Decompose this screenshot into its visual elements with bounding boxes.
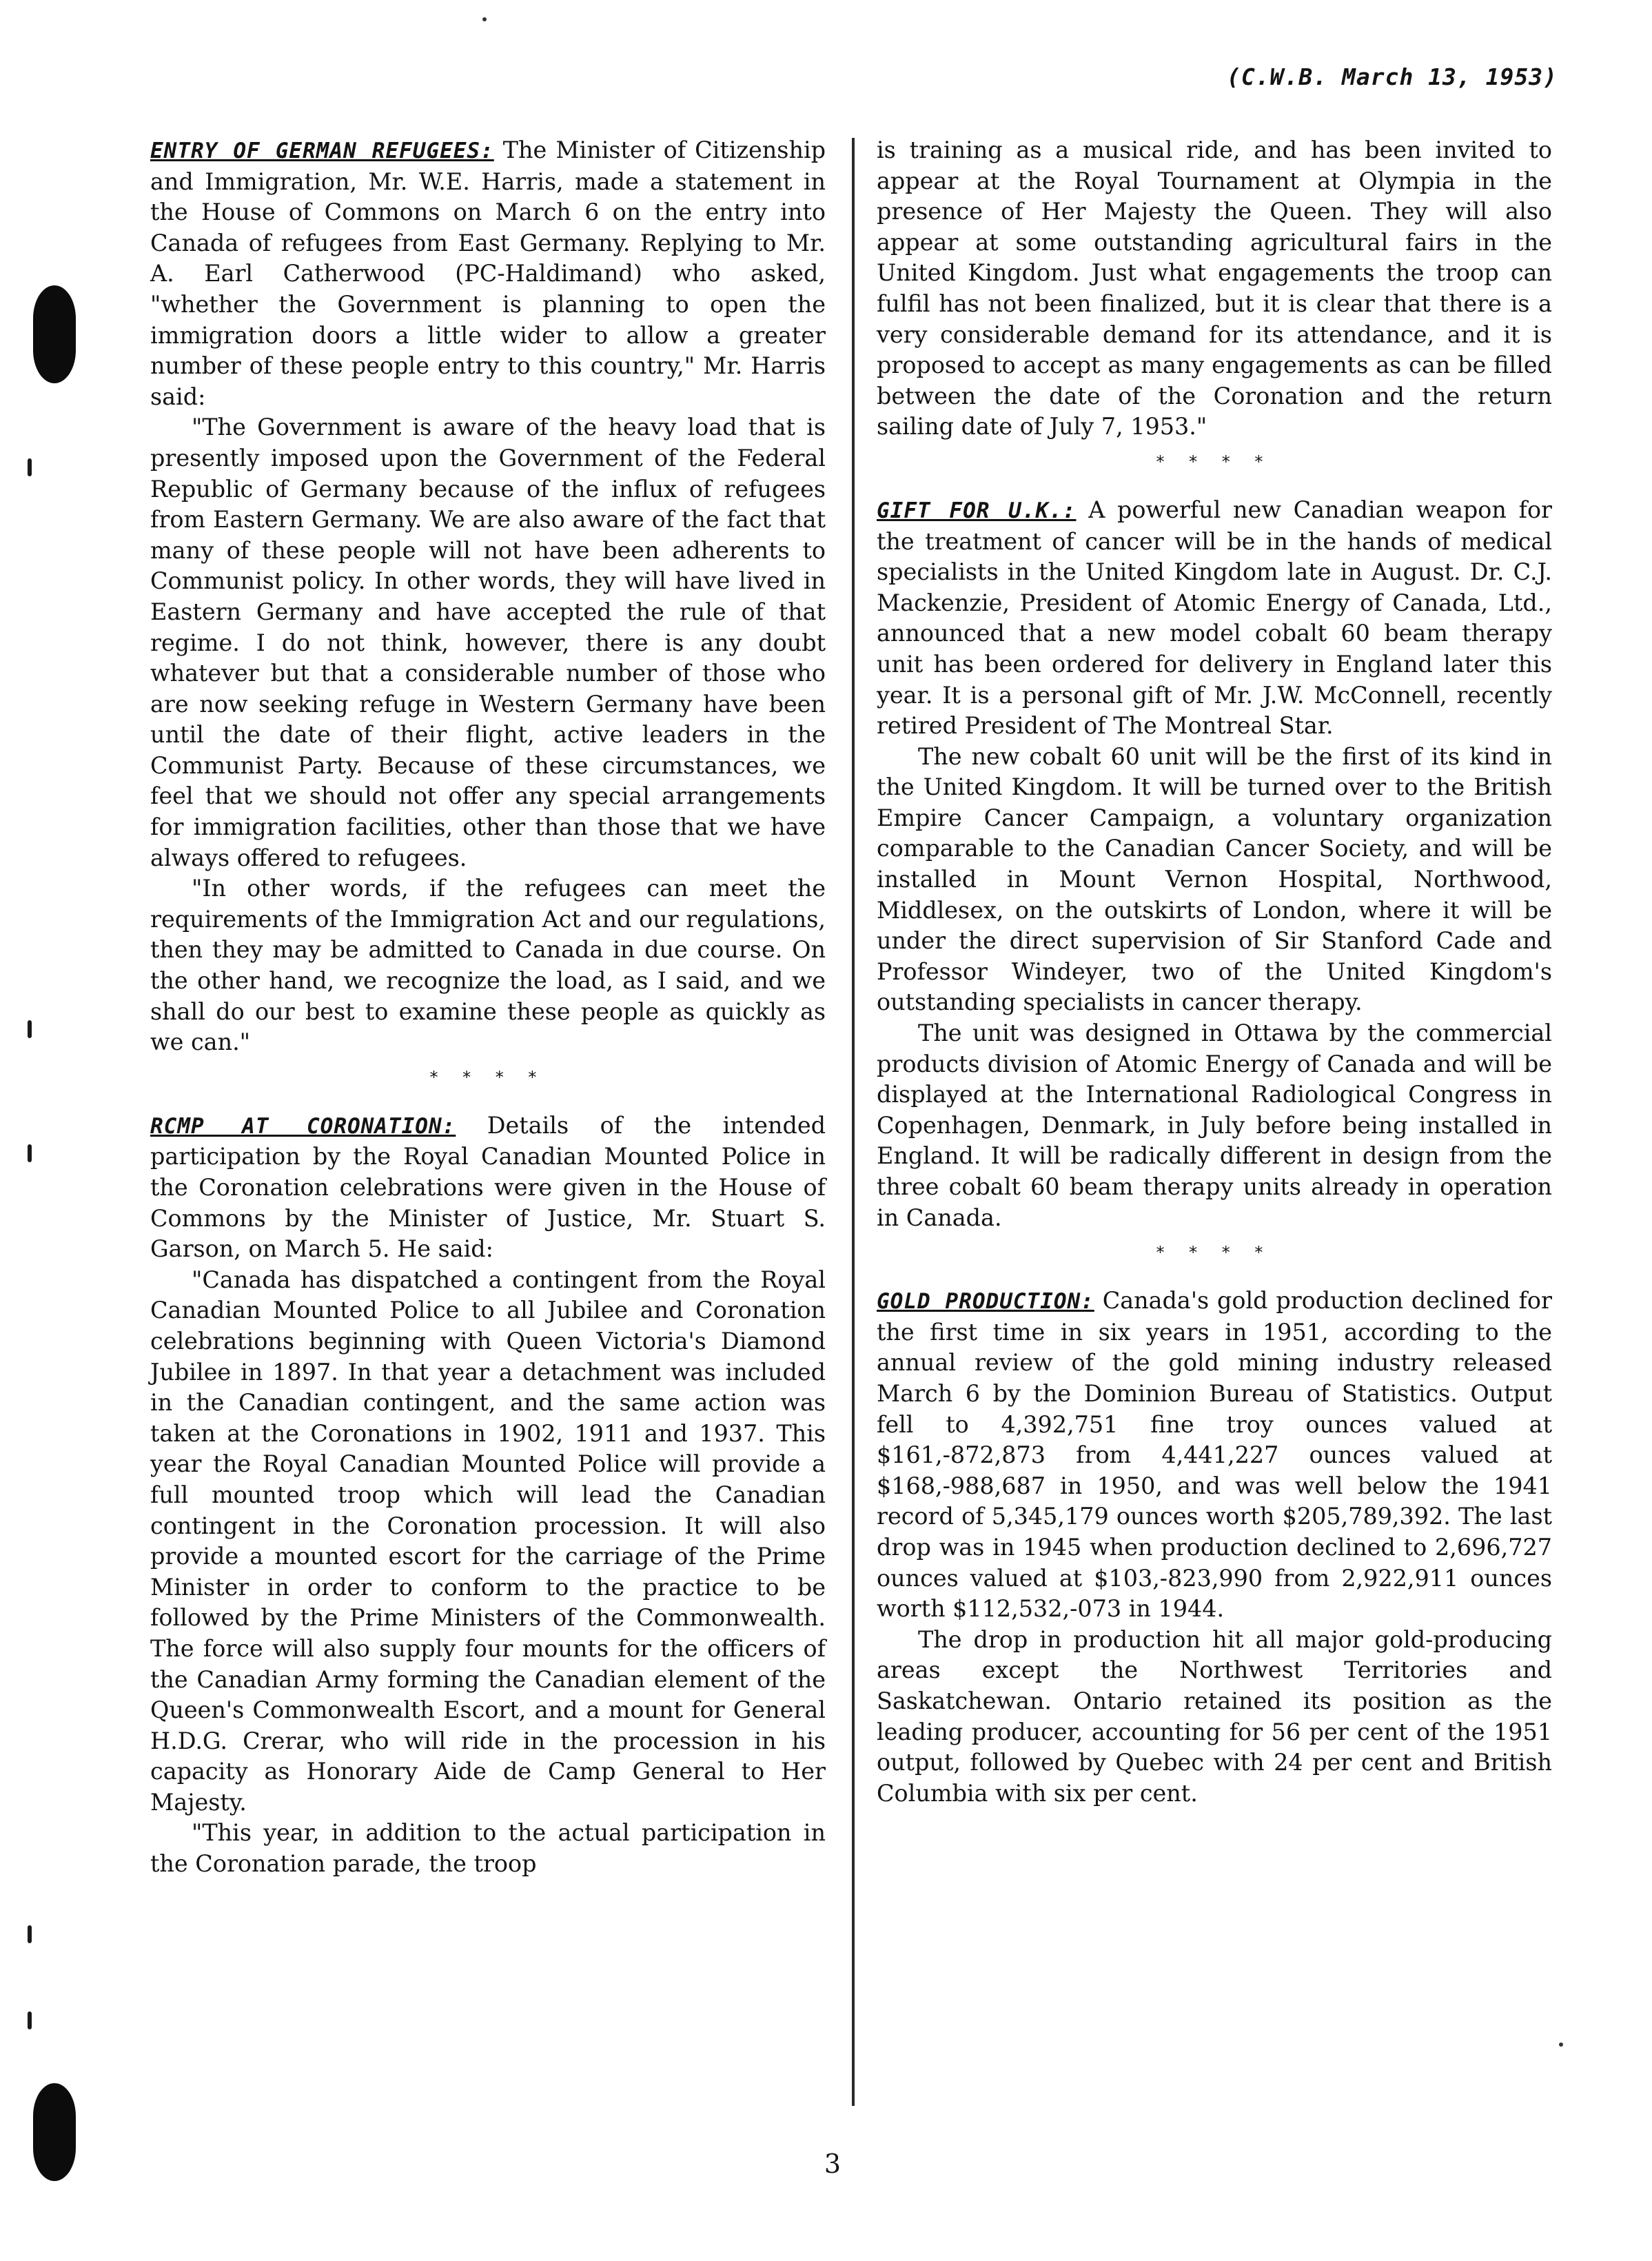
- section-separator: * * * *: [1156, 452, 1273, 472]
- paragraph-text: "This year, in addition to the actual participation in the Coronation parade, the troop: [150, 1819, 826, 1878]
- paragraph-text: is training as a musical ride, and has been invited to appear at the Royal Tournament at Olympia in the presence of Her Majesty the Queen. They will also appear at some outstanding agricultural fairs in the United Kingdom. Just what engagements the troop can fulfil has not been finalized, but it is clear that there is a very considerable demand for its attendance, and it is proposed to accept as many engagements as can be filled between the date of the Coronation and the return sailing date of July 7, 1953.": [877, 136, 1552, 440]
- paragraph-text: The drop in production hit all major gold-producing areas except the Northwest Territories and Saskatchewan. Ontario retained its position as the leading producer, accounting for 56 per cent of the 1951 output, followed by Quebec with 24 per cent and British Columbia with six per cent.: [877, 1625, 1552, 1807]
- paragraph-text: "In other words, if the refugees can meet the requirements of the Immigration Act and our regulations, then they may be admitted to Canada in due course. On the other hand, we recognize the load, as I said, and we shall do our best to examine these people as quickly as we can.": [150, 875, 826, 1056]
- scan-speck: [482, 17, 487, 21]
- article-gift-for-uk-intro: [877, 495, 1552, 742]
- scan-speck: [1559, 2042, 1563, 2047]
- margin-mark: [28, 458, 32, 476]
- heading-gold-production: GOLD PRODUCTION:: [877, 1289, 1094, 1315]
- paragraph-text: "Canada has dispatched a contingent from the Royal Canadian Mounted Police to all Jubilee and Coronation celebrations beginning with Queen Victoria's Diamond Jubilee in 1897. In that year a detachment was included in the Canadian contingent, and the same action was taken at the Coronations in 1902, 1911 and 1937. This year the Royal Canadian Mounted Police will provide a full mounted troop which will lead the Canadian contingent in the Coronation procession. It will also provide a mounted escort for the carriage of the Prime Minister in order to conform to the practice to be followed by the Prime Ministers of the Commonwealth. The force will also supply four mounts for the officers of the Canadian Army forming the Canadian element of the Queen's Commonwealth Escort, and a mount for General H.D.G. Crerar, who will ride in the procession in his capacity as Honorary Aide de Camp General to Her Majesty.: [150, 1266, 826, 1816]
- paragraph-text: A powerful new Canadian weapon for the treatment of cancer will be in the hands of medical specialists in the United Kingdom late in August. Dr. C.J. Mackenzie, President of Atomic Energy of Canada, Ltd., announced that a new model cobalt 60 beam therapy unit has been ordered for delivery in England later this year. It is a personal gift of Mr. J.W. McConnell, recently retired President of The Montreal Star.: [877, 496, 1553, 740]
- column-divider: [852, 138, 855, 2106]
- page-header: (C.W.B. March 13, 1953): [1227, 63, 1558, 90]
- section-separator: * * * *: [1156, 1243, 1273, 1263]
- paragraph-text: The Minister of Citizenship and Immigration, Mr. W.E. Harris, made a statement in the House of Commons on March 6 on the entry into Canada of refugees from East Germany. Replying to Mr. A. Earl Catherwood (PC-Haldimand) who asked, "whether the Government is planning to open the immigration doors a little wider to allow a greater number of these people entry to this country," Mr. Harris said:: [150, 136, 826, 410]
- paragraph-text: Canada's gold production declined for the first time in six years in 1951, according to the annual review of the gold mining industry released March 6 by the Dominion Bureau of Statistics. Output fell to 4,392,751 fine troy ounces valued at $161,-872,873 from 4,441,227 ounces valued at $168,-988,687 in 1950, and was well below the 1941 record of 5,345,179 ounces worth $205,789,392. The last drop was in 1945 when production declined to 2,696,727 ounces valued at $103,-823,990 from 2,922,911 ounces worth $112,532,-073 in 1944.: [877, 1287, 1552, 1623]
- page-number: 3: [824, 2149, 842, 2179]
- section-separator: * * * *: [429, 1067, 547, 1087]
- article-entry-of-german-refugees-intro: [150, 135, 826, 412]
- article-rcmp-at-coronation-intro: [150, 1111, 826, 1265]
- heading-gift-for-uk: GIFT FOR U.K.:: [877, 498, 1077, 523]
- paragraph-text: "The Government is aware of the heavy load that is presently imposed upon the Government of the Federal Republic of Germany because of the influx of refugees from Eastern Germany. We are also aware of the fact that many of these people will not have been adherents to Communist policy. In other words, they will have lived in Eastern Germany and have accepted the rule of that regime. I do not think, however, there is any doubt whatever but that a considerable number of those who are now seeking refuge in Western Germany have been until the date of their flight, active leaders in the Communist Party. Because of these circumstances, we feel that we should not offer any special arrangements for immigration facilities, other than those that we have always offered to refugees.: [150, 414, 826, 871]
- margin-mark: [28, 1144, 32, 1162]
- paragraph-text: Details of the intended participation by the Royal Canadian Mounted Police in the Coronation celebrations were given in the House of Commons by the Minister of Justice, Mr. Stuart S. Garson, on March 5. He said:: [150, 1111, 826, 1263]
- margin-mark: [28, 1020, 32, 1038]
- margin-mark: [28, 1925, 32, 1943]
- heading-rcmp-at-coronation: RCMP AT CORONATION:: [150, 1113, 456, 1139]
- binder-hole-top: [33, 285, 76, 383]
- left-column: [150, 135, 826, 1880]
- margin-mark: [28, 2011, 32, 2029]
- binder-hole-bottom: [33, 2083, 76, 2181]
- article-gold-production-intro: [877, 1286, 1552, 1625]
- paragraph-text: The unit was designed in Ottawa by the commercial products division of Atomic Energy of Canada and will be displayed at the International Radiological Congress in Copenhagen, Denmark, in July before being installed in England. It will be radically different in design from the three cobalt 60 beam therapy units already in operation in Canada.: [877, 1020, 1552, 1231]
- heading-entry-of-german-refugees: ENTRY OF GERMAN REFUGEES:: [150, 139, 494, 163]
- right-column: [877, 135, 1552, 1809]
- paragraph-text: The new cobalt 60 unit will be the first of its kind in the United Kingdom. It will be turned over to the British Empire Cancer Campaign, a voluntary organization comparable to the Canadian Cancer Society, and will be installed in Mount Vernon Hospital, Northwood, Middlesex, on the outskirts of London, where it will be under the direct supervision of Sir Stanford Cade and Professor Windeyer, two of the United Kingdom's outstanding specialists in cancer therapy.: [877, 742, 1552, 1016]
